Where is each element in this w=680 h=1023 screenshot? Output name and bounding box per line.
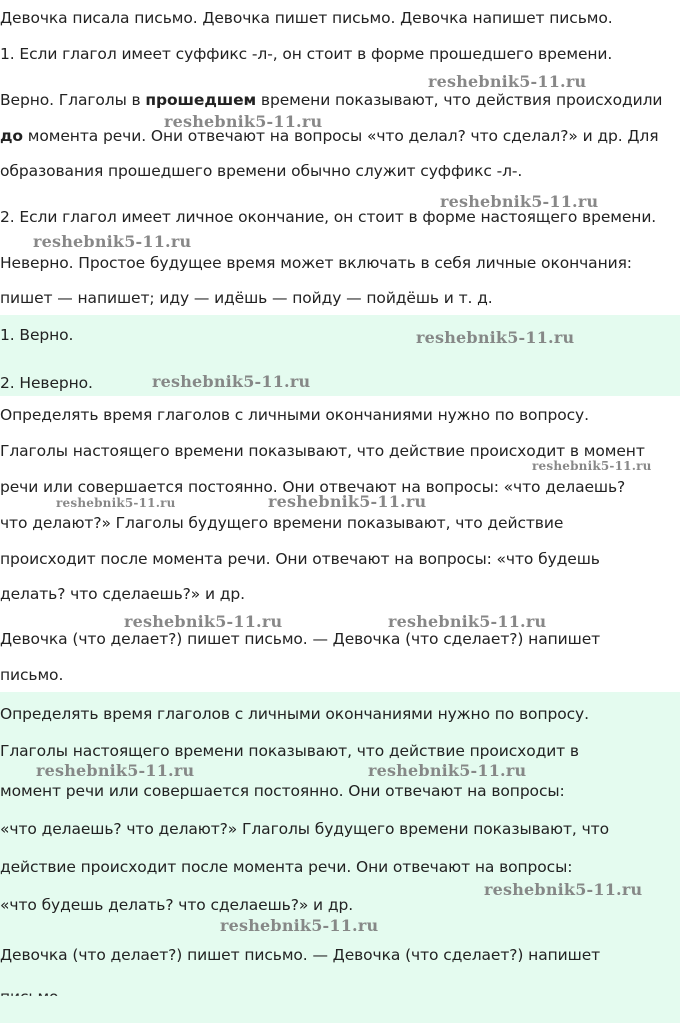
answer-2-line-5: действие происходит после момента речи. Они отвечают на вопросы: xyxy=(0,858,573,876)
answer-2-line-4: «что делаешь? что делают?» Глаголы будущего времени показывают, что xyxy=(0,820,609,838)
explanation-text: времени показывают, что действия происходили xyxy=(256,91,663,109)
watermark: reshebnik5-11.ru xyxy=(416,328,575,347)
intro-sentences: Девочка писала письмо. Девочка пишет письмо. Девочка напишет письмо. xyxy=(0,9,613,27)
watermark: reshebnik5-11.ru xyxy=(440,192,599,211)
watermark: reshebnik5-11.ru xyxy=(33,232,192,251)
watermark: reshebnik5-11.ru xyxy=(164,112,323,131)
explanation-line-3: речи или совершается постоянно. Они отвечают на вопросы: «что делаешь? xyxy=(0,478,626,496)
answer-2-line-1: Определять время глаголов с личными окончаниями нужно по вопросу. xyxy=(0,705,589,723)
bold-term-before: до xyxy=(0,127,23,145)
question-1-explanation-line-3: образования прошедшего времени обычно служит суффикс -л-. xyxy=(0,162,523,180)
explanation-text: момента речи. Они отвечают на вопросы «что делал? что сделал?» и др. Для xyxy=(22,127,659,145)
watermark: reshebnik5-11.ru xyxy=(388,612,547,631)
explanation-line-6: делать? что сделаешь?» и др. xyxy=(0,585,245,603)
question-2-explanation-line-1: Неверно. Простое будущее время может включать в себя личные окончания: xyxy=(0,254,632,272)
explanation-line-7: Девочка (что делает?) пишет письмо. — Девочка (что сделает?) напишет xyxy=(0,630,601,648)
answer-1-item-1: 1. Верно. xyxy=(0,326,74,344)
watermark: reshebnik5-11.ru xyxy=(268,492,427,511)
watermark: reshebnik5-11.ru xyxy=(152,372,311,391)
watermark: reshebnik5-11.ru xyxy=(56,496,176,510)
watermark: reshebnik5-11.ru xyxy=(428,72,587,91)
bold-term-past: прошедшем xyxy=(145,91,257,109)
watermark: reshebnik5-11.ru xyxy=(484,880,643,899)
watermark: reshebnik5-11.ru xyxy=(368,761,527,780)
watermark: reshebnik5-11.ru xyxy=(220,916,379,935)
answer-2-line-2: Глаголы настоящего времени показывают, что действие происходит в xyxy=(0,742,579,760)
answer-2-line-7: Девочка (что делает?) пишет письмо. — Девочка (что сделает?) напишет xyxy=(0,946,601,964)
explanation-line-1: Определять время глаголов с личными окончаниями нужно по вопросу. xyxy=(0,406,589,424)
question-1-explanation-line-2 xyxy=(0,125,658,147)
question-2-explanation-line-2: пишет — напишет; иду — идёшь — пойду — пойдёшь и т. д. xyxy=(0,289,493,307)
answer-2-line-6: «что будешь делать? что сделаешь?» и др. xyxy=(0,896,354,914)
watermark: reshebnik5-11.ru xyxy=(532,459,652,473)
answer-1-item-2: 2. Неверно. xyxy=(0,374,93,392)
explanation-line-5: происходит после момента речи. Они отвечают на вопросы: «что будешь xyxy=(0,550,600,568)
question-1-statement: 1. Если глагол имеет суффикс -л-, он стоит в форме прошедшего времени. xyxy=(0,45,613,63)
watermark: reshebnik5-11.ru xyxy=(36,761,195,780)
explanation-line-2: Глаголы настоящего времени показывают, что действие происходит в момент xyxy=(0,442,645,460)
explanation-line-8: письмо. xyxy=(0,666,64,684)
question-1-explanation-line-1 xyxy=(0,89,662,111)
watermark: reshebnik5-11.ru xyxy=(124,612,283,631)
question-2-statement: 2. Если глагол имеет личное окончание, он стоит в форме настоящего времени. xyxy=(0,208,657,226)
explanation-text: Верно. Глаголы в xyxy=(0,91,146,109)
answer-band-1 xyxy=(0,315,680,396)
explanation-line-4: что делают?» Глаголы будущего времени показывают, что действие xyxy=(0,514,564,532)
answer-2-line-3: момент речи или совершается постоянно. Они отвечают на вопросы: xyxy=(0,782,565,800)
